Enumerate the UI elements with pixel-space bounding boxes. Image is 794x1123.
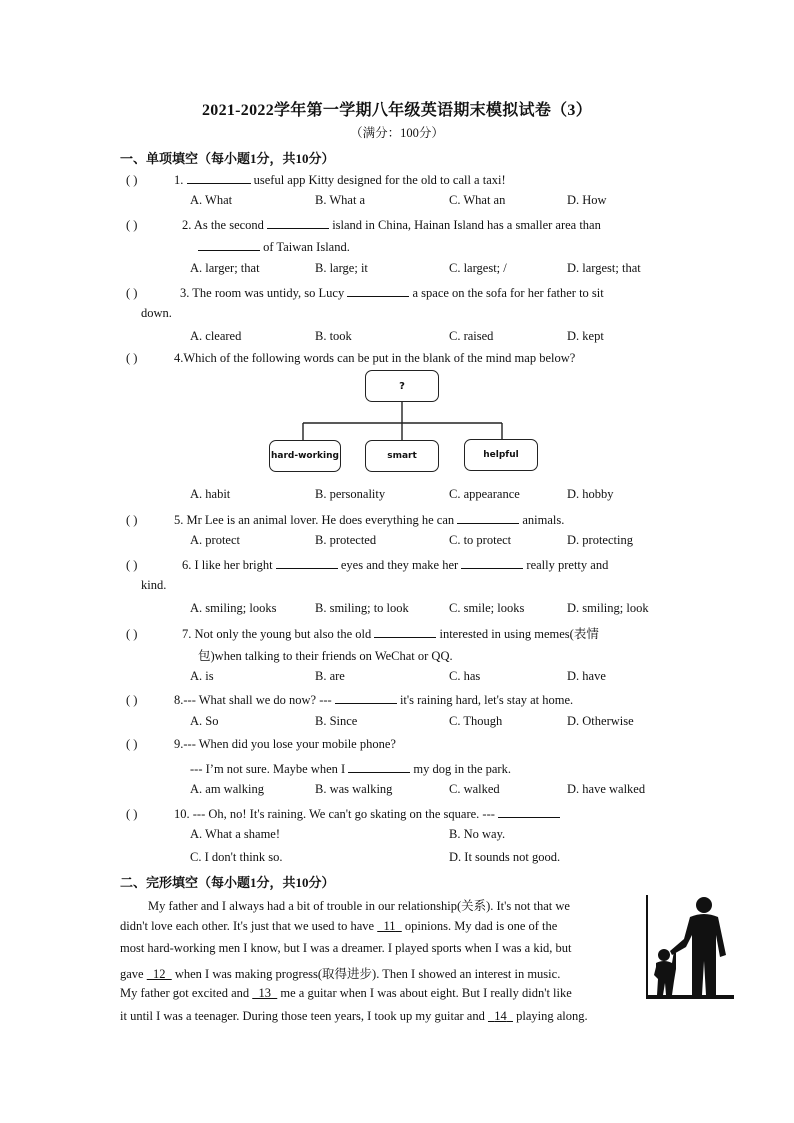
option-c: C. What an [449, 193, 506, 207]
options-4: A. habit B. personality C. appearance D. hobby [190, 487, 614, 501]
question-1: ( ) 1. useful app Kitty designed for the old to call a taxi! [126, 173, 506, 187]
question-2: ( ) 2. As the second island in China, Hainan Island has a smaller area than [126, 218, 601, 232]
mind-map-node-helpful: helpful [464, 439, 538, 471]
answer-blank [267, 216, 329, 229]
question-3-cont: down. [141, 306, 172, 320]
question-2-cont: of Taiwan Island. [198, 238, 350, 255]
cloze-blank-14: 14 [494, 1009, 507, 1023]
question-10: ( ) 10. --- Oh, no! It's raining. We can't go skating on the square. --- [126, 805, 674, 822]
options-5: A. protect B. protected C. to protect D. protecting [190, 533, 633, 547]
options-6: A. smiling; looks B. smiling; to look C. smile; looks D. smiling; look [190, 601, 649, 615]
passage-line-1: My father and I always had a bit of trouble in our relationship(关系). It's not that we [148, 899, 570, 913]
mind-map-node-smart: smart [365, 440, 439, 472]
option-d: D. How [567, 193, 607, 207]
mind-map [268, 368, 540, 474]
passage-line-5: My father got excited and 13 me a guitar when I was about eight. But I really didn't like [120, 986, 572, 1000]
section2-heading: 二、完形填空（每小题1分，共10分） [120, 875, 335, 890]
passage-line-6: it until I was a teenager. During those teen years, I took up my guitar and 14 playing along. [120, 1009, 588, 1023]
question-5: ( ) 5. Mr Lee is an animal lover. He does everything he can animals. [126, 513, 565, 527]
answer-blank [457, 511, 519, 524]
mind-map-node-hard-working: hard-working [269, 440, 341, 472]
options-10-row1: A. What a shame! B. No way. [190, 827, 506, 841]
cloze-blank-12: 12 [152, 967, 166, 981]
answer-blank [276, 556, 338, 569]
question-6-cont: kind. [141, 578, 167, 592]
options-1 [190, 193, 710, 209]
question-4: ( ) 4.Which of the following words can be put in the blank of the mind map below? [126, 351, 576, 365]
options-7: A. is B. are C. has D. have [190, 669, 606, 683]
options-3: A. cleared B. took C. raised D. kept [190, 329, 604, 343]
answer-blank [187, 171, 251, 184]
answer-blank [335, 691, 397, 704]
answer-blank [461, 556, 523, 569]
options-8: A. So B. Since C. Though D. Otherwise [190, 714, 634, 728]
mind-map-root: ? [365, 370, 439, 402]
page-title: 2021-2022学年第一学期八年级英语期末模拟试卷（3） [201, 102, 593, 119]
question-7-cont: 包)when talking to their friends on WeChat or QQ. [198, 649, 453, 663]
father-child-silhouette-image [646, 895, 734, 999]
answer-paren: ( ) [126, 173, 138, 187]
passage-line-4: gave 12 when I was making progress(取得进步). Then I showed an interest in music. [120, 967, 561, 981]
question-6: ( ) 6. I like her bright eyes and they make her really pretty and [126, 558, 609, 572]
options-2: A. larger; that B. large; it C. largest; / D. largest; that [190, 261, 641, 275]
question-9-reply: --- I’m not sure. Maybe when I my dog in the park. [190, 762, 511, 776]
answer-blank [374, 625, 436, 638]
question-9: ( ) 9.--- When did you lose your mobile phone? [126, 737, 396, 751]
answer-blank [498, 805, 560, 818]
passage-line-3: most hard-working men I know, but I was a dreamer. I played sports when I was a kid, but [120, 941, 572, 955]
options-10-row2: C. I don't think so. D. It sounds not good. [190, 850, 561, 864]
cloze-blank-11: 11 [383, 919, 396, 933]
answer-blank [347, 284, 409, 297]
option-b: B. What a [315, 193, 366, 207]
score-note: （满分：100分） [350, 126, 444, 140]
cloze-blank-13: 13 [258, 986, 271, 1000]
passage-line-2: didn't love each other. It's just that we used to have 11 opinions. My dad is one of the [120, 919, 558, 933]
question-3: ( ) 3. The room was untidy, so Lucy a space on the sofa for her father to sit [126, 286, 604, 300]
question-7: ( ) 7. Not only the young but also the old interested in using memes(表情 [126, 627, 599, 641]
option-a: A. What [190, 193, 233, 207]
answer-blank [348, 760, 410, 773]
section1-heading: 一、单项填空（每小题1分，共10分） [120, 151, 335, 166]
options-9: A. am walking B. was walking C. walked D. have walked [190, 782, 646, 796]
answer-blank [198, 238, 260, 251]
question-8: ( ) 8.--- What shall we do now? --- it's raining hard, let's stay at home. [126, 693, 574, 707]
